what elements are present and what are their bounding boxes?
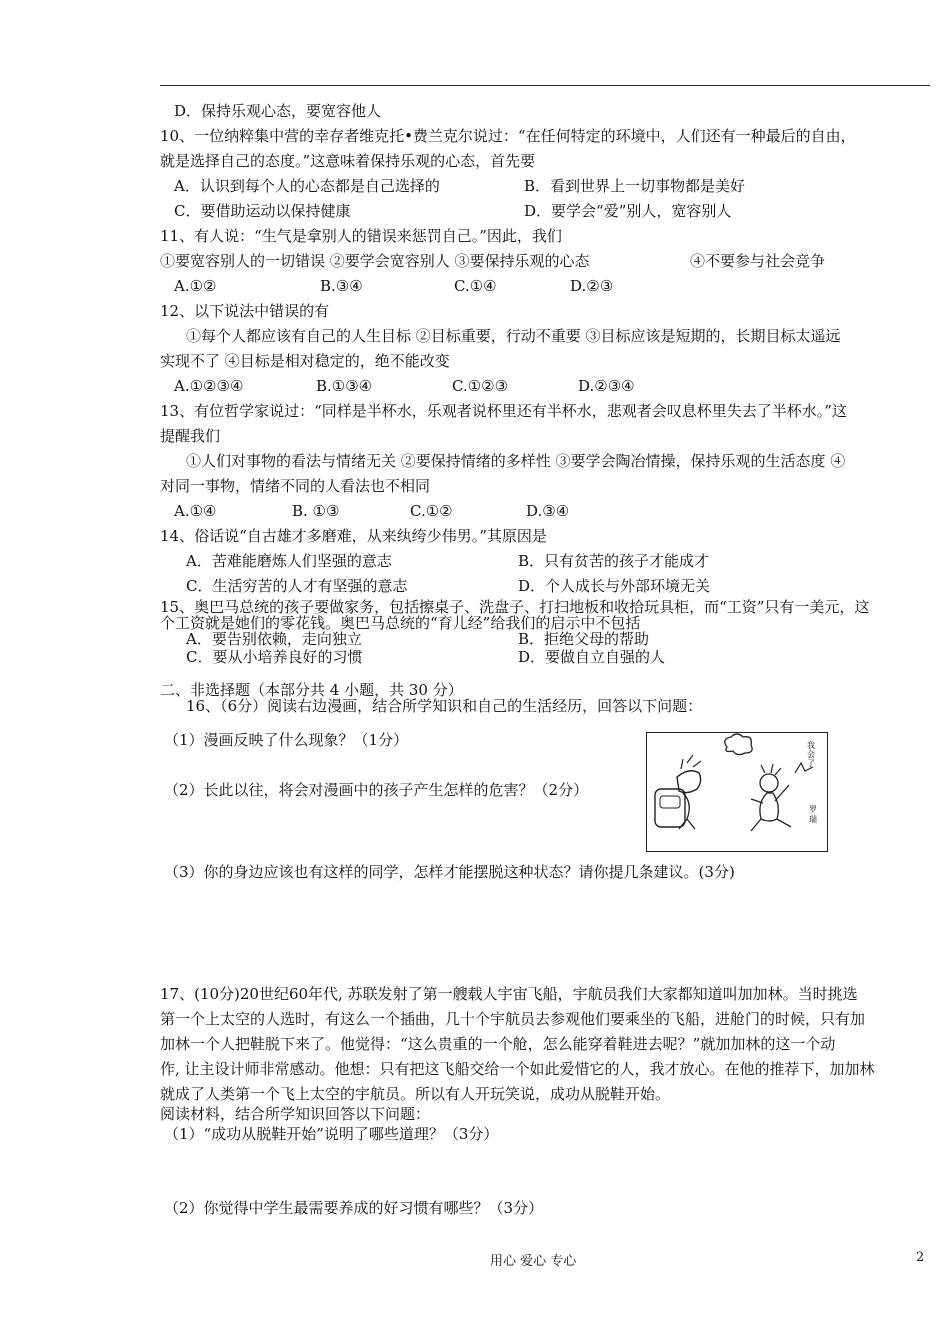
q17-para-line5: 就成了人类第一个飞上太空的宇航员。所以有人开玩笑说，成功从脱鞋开始。 <box>160 1085 671 1103</box>
q9-option-d: D．保持乐观心态，要宽容他人 <box>174 102 382 120</box>
q12-option-d: D.②③④ <box>578 377 635 395</box>
cartoon-drawing <box>647 733 827 851</box>
q17-para-line2: 第一个上太空的人选时，有这么一个插曲，几十个宇航员去参观他们要乘坐的飞船，进舱门的时候，只有加 <box>160 1010 866 1028</box>
footer-motto-text: 用心 爱心 专心 <box>490 1254 577 1269</box>
q15-stem-line1: 15、奥巴马总统的孩子要做家务，包括擦桌子、洗盘子、打扫地板和收拾玩具柜，而“工资”只有一美元，这 <box>160 598 870 616</box>
q16-stem: 16、（6分）阅读右边漫画，结合所学知识和自己的生活经历，回答以下问题： <box>186 697 703 715</box>
q11-option-b: B.③④ <box>320 277 363 295</box>
q12-items-line1: ①每个人都应该有自己的人生目标 ②目标重要，行动不重要 ③目标应该是短期的，长期目标太遥远 <box>186 327 841 345</box>
q14-option-c: C．生活穷苦的人才有坚强的意志 <box>186 577 408 595</box>
q16-sub1: （1）漫画反映了什么现象？（1分） <box>164 731 409 749</box>
q15-stem-line2: 个工资就是她们的零花钱。奥巴马总统的“育儿经”给我们的启示中不包括 <box>160 614 641 632</box>
q14-stem: 14、俗话说“自古雄才多磨难，从来纨绔少伟男。”其原因是 <box>160 527 547 545</box>
q13-items-line2: 对同一事物，情绪不同的人看法也不相同 <box>160 477 431 495</box>
q12-items-line2: 实现不了 ④目标是相对稳定的，绝不能改变 <box>160 352 450 370</box>
q17-sub2: （2）你觉得中学生最需要养成的好习惯有哪些？（3分） <box>164 1199 544 1217</box>
q10-option-b: B．看到世界上一切事物都是美好 <box>524 177 746 195</box>
q17-instruction: 阅读材料，结合所学知识回答以下问题： <box>160 1105 431 1123</box>
q10-option-c: C．要借助运动以保持健康 <box>174 202 351 220</box>
q10-option-d: D．要学会“爱”别人，宽容别人 <box>524 202 732 220</box>
q17-para-line4: 作, 让主设计师非常感动。他想：只有把这飞船交给一个如此爱惜它的人，我才放心。在他的推荐下，加加林 <box>160 1060 875 1078</box>
q13-option-a: A.①④ <box>174 502 217 520</box>
q10-option-a: A．认识到每个人的心态都是自己选择的 <box>174 177 440 195</box>
cartoon-author: 罗 瑞 <box>809 805 817 824</box>
q11-stem: 11、有人说：“生气是拿别人的错误来惩罚自己。”因此，我们 <box>160 227 562 245</box>
q14-option-b: B．只有贫苦的孩子才能成才 <box>518 552 710 570</box>
q13-option-c: C.①② <box>410 502 453 520</box>
cartoon-figure <box>646 732 828 852</box>
q15-option-b: B．拒绝父母的帮助 <box>518 630 650 648</box>
q13-option-d: D.③④ <box>526 502 570 520</box>
q11-option-c: C.①④ <box>454 277 497 295</box>
section2-title: 二、非选择题（本部分共 4 小题，共 30 分） <box>160 681 463 699</box>
q17-para-line1: 17、(10分)20世纪60年代, 苏联发射了第一艘载人宇宙飞船，宇航员我们大家都知道叫加加林。当时挑选 <box>160 985 858 1003</box>
q11-option-a: A.①② <box>174 277 217 295</box>
page-number: 2 <box>916 1250 925 1265</box>
q16-sub3: （3）你的身边应该也有这样的同学，怎样才能摆脱这种状态？请你提几条建议。(3分) <box>164 863 735 881</box>
q11-item4: ④不要参与社会竞争 <box>690 252 826 270</box>
q11-option-d: D.②③ <box>570 277 614 295</box>
q13-items-line1: ①人们对事物的看法与情绪无关 ②要保持情绪的多样性 ③要学会陶冶情操，保持乐观的生活态度 ④ <box>186 452 846 470</box>
cartoon-caption: 我会了 <box>807 741 815 768</box>
q14-option-a: A．苦难能磨炼人们坚强的意志 <box>186 552 392 570</box>
q17-sub1: （1）“成功从脱鞋开始”说明了哪些道理？（3分） <box>164 1125 499 1143</box>
q15-option-c: C．要从小培养良好的习惯 <box>186 648 363 666</box>
q12-stem: 12、以下说法中错误的有 <box>160 302 330 320</box>
header-rule <box>160 85 930 86</box>
q15-option-d: D．要做自立自强的人 <box>518 648 666 666</box>
q15-option-a: A．要告别依赖，走向独立 <box>186 630 362 648</box>
q16-sub2: （2）长此以往，将会对漫画中的孩子产生怎样的危害？（2分） <box>164 781 589 799</box>
q10-stem-line1: 10、一位纳粹集中营的幸存者维克托•费兰克尔说过：“在任何特定的环境中，人们还有一种最后的自由， <box>160 127 856 145</box>
q10-stem-line2: 就是选择自己的态度。”这意味着保持乐观的心态，首先要 <box>160 152 536 170</box>
q12-option-c: C.①②③ <box>452 377 509 395</box>
q11-items: ①要宽容别人的一切错误 ②要学会宽容别人 ③要保持乐观的心态 <box>160 252 590 270</box>
q13-option-b: B. ①③ <box>292 502 340 520</box>
q13-stem-line1: 13、有位哲学家说过：“同样是半杯水，乐观者说杯里还有半杯水，悲观者会叹息杯里失去了半杯水。”这 <box>160 402 847 420</box>
q17-para-line3: 加林一个人把鞋脱下来了。他觉得：“这么贵重的一个舱，怎么能穿着鞋进去呢？”就加加林的这一个动 <box>160 1035 836 1053</box>
q12-option-b: B.①③④ <box>316 377 373 395</box>
q12-option-a: A.①②③④ <box>174 377 244 395</box>
q14-option-d: D．个人成长与外部环境无关 <box>518 577 711 595</box>
q13-stem-line2: 提醒我们 <box>160 427 221 445</box>
